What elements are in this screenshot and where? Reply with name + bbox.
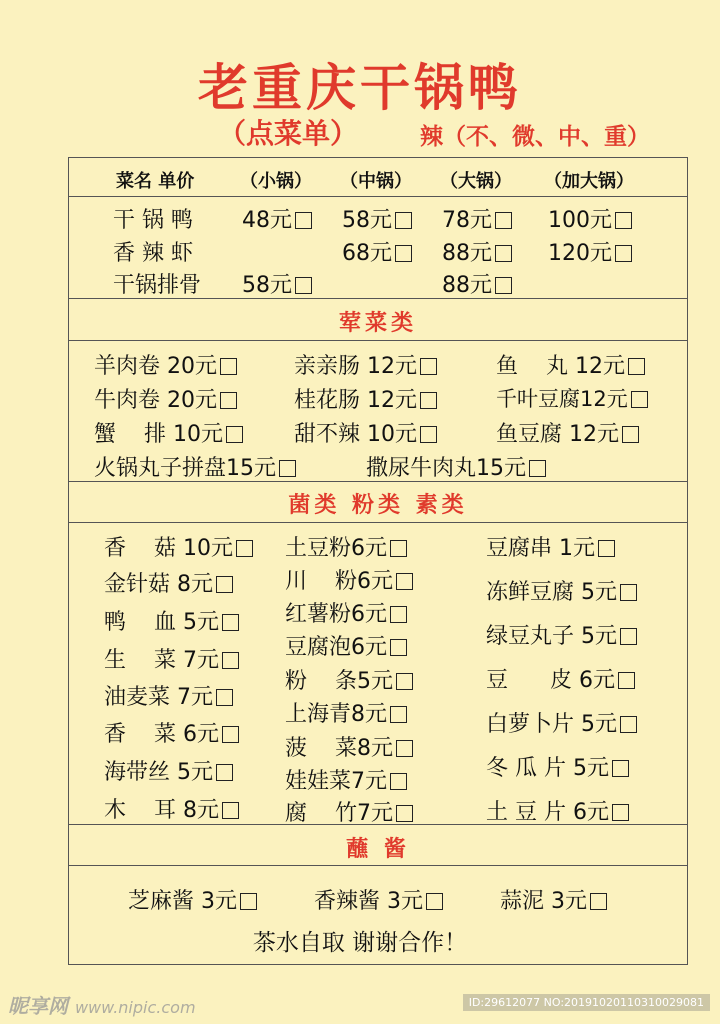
order-checkbox[interactable] <box>620 628 637 645</box>
item-price: 5元 <box>581 580 618 605</box>
item-price: 12元 <box>367 388 418 413</box>
item-price: 8元 <box>351 702 388 727</box>
menu-item <box>294 383 437 414</box>
order-checkbox[interactable] <box>622 426 639 443</box>
menu-item <box>285 531 407 562</box>
item-name: 甜不辣 <box>294 422 361 447</box>
item-price: 10元 <box>172 422 223 447</box>
pot-option-xlarge <box>548 236 632 267</box>
watermark-url: www.nipic.com <box>74 998 196 1017</box>
menu-item <box>104 605 239 636</box>
item-price: 12元 <box>367 354 418 379</box>
header-medium-pot: （中锅） <box>340 171 412 192</box>
order-checkbox[interactable] <box>620 716 637 733</box>
order-checkbox[interactable] <box>240 893 257 910</box>
item-name: 蒜泥 <box>500 889 545 914</box>
divider <box>68 196 688 197</box>
order-checkbox[interactable] <box>279 460 296 477</box>
footer-note: 茶水自取 谢谢合作！ <box>252 930 468 956</box>
item-price: 7元 <box>356 801 393 826</box>
item-price: 6元 <box>573 800 609 825</box>
order-checkbox[interactable] <box>222 726 239 743</box>
item-name: 冬 瓜 片 <box>486 756 566 781</box>
price: 78元 <box>442 208 492 233</box>
menu-item <box>294 417 437 448</box>
order-checkbox[interactable] <box>495 245 512 262</box>
order-checkbox[interactable] <box>216 576 233 593</box>
item-price: 7元 <box>351 769 388 794</box>
item-price: 6元 <box>182 722 219 747</box>
item-name: 白萝卜片 <box>486 712 575 737</box>
item-name: 鱼 丸 <box>496 354 568 379</box>
item-name: 鱼豆腐 <box>496 422 563 447</box>
order-checkbox[interactable] <box>420 358 437 375</box>
order-checkbox[interactable] <box>495 212 512 229</box>
menu-item <box>496 349 645 380</box>
menu-item <box>496 417 639 448</box>
pot-option-xlarge <box>548 203 632 234</box>
item-price: 6元 <box>351 602 388 627</box>
spice-levels: 辣（不、微、中、重） <box>420 124 650 150</box>
order-checkbox[interactable] <box>390 639 407 656</box>
menu-item <box>94 349 237 380</box>
pot-option-large <box>442 236 512 267</box>
menu-item <box>500 884 607 915</box>
item-name: 芝麻酱 <box>128 889 195 914</box>
item-name: 蟹 排 <box>94 422 166 447</box>
item-price: 20元 <box>167 354 218 379</box>
order-checkbox[interactable] <box>236 540 253 557</box>
item-name: 金针菇 <box>104 572 171 597</box>
menu-item <box>366 451 546 482</box>
item-name: 海带丝 <box>104 760 171 785</box>
item-price: 5元 <box>581 712 618 737</box>
item-price: 6元 <box>578 668 615 693</box>
order-checkbox[interactable] <box>220 358 237 375</box>
watermark-logo <box>8 990 196 1019</box>
watermark-brand: 昵享网 <box>8 994 68 1018</box>
item-price: 12元 <box>574 354 625 379</box>
menu-item <box>496 383 648 413</box>
menu-subtitle: （点菜单） <box>218 117 359 150</box>
item-price: 1元 <box>559 536 596 561</box>
item-price: 5元 <box>182 610 219 635</box>
order-checkbox[interactable] <box>495 277 512 294</box>
item-price: 7元 <box>182 648 219 673</box>
item-price: 5元 <box>581 624 618 649</box>
order-checkbox[interactable] <box>396 573 413 590</box>
order-checkbox[interactable] <box>295 277 312 294</box>
item-name: 香 菜 <box>104 722 176 747</box>
item-name: 绿豆丸子 <box>486 624 575 649</box>
divider <box>68 865 688 866</box>
order-checkbox[interactable] <box>396 805 413 822</box>
order-checkbox[interactable] <box>222 802 239 819</box>
menu-item <box>486 575 637 606</box>
section-title-meat: 荤菜类 <box>338 310 417 336</box>
item-price: 5元 <box>573 756 609 781</box>
menu-item <box>285 597 407 628</box>
item-name: 撒尿牛肉丸 <box>366 456 477 481</box>
item-price: 7元 <box>177 685 214 710</box>
item-name: 菠 菜 <box>285 736 357 761</box>
menu-item <box>285 564 413 595</box>
order-checkbox[interactable] <box>222 614 239 631</box>
pot-option-small <box>242 268 312 299</box>
menu-item <box>104 755 233 786</box>
order-checkbox[interactable] <box>390 773 407 790</box>
item-price: 6元 <box>351 635 388 660</box>
menu-item <box>285 796 413 827</box>
section-title-sauce: 蘸 酱 <box>346 836 410 862</box>
order-checkbox[interactable] <box>226 426 243 443</box>
pot-option-large <box>442 203 512 234</box>
menu-item <box>94 451 296 482</box>
item-price: 8元 <box>182 798 219 823</box>
order-checkbox[interactable] <box>628 358 645 375</box>
item-price: 8元 <box>177 572 214 597</box>
order-checkbox[interactable] <box>220 392 237 409</box>
pot-name: 干 锅 鸭 <box>113 208 193 233</box>
item-price: 15元 <box>476 456 527 481</box>
menu-item <box>128 884 257 915</box>
item-price: 10元 <box>367 422 418 447</box>
price: 88元 <box>442 273 492 298</box>
order-checkbox[interactable] <box>615 212 632 229</box>
menu-item <box>94 417 243 448</box>
item-price: 12元 <box>569 422 620 447</box>
pot-option-large <box>442 268 512 299</box>
item-price: 15元 <box>226 456 277 481</box>
item-name: 川 粉 <box>285 569 357 594</box>
order-checkbox[interactable] <box>390 606 407 623</box>
menu-item <box>104 717 239 748</box>
price: 100元 <box>548 208 612 233</box>
item-price: 12元 <box>580 387 628 411</box>
order-checkbox[interactable] <box>395 245 412 262</box>
menu-item <box>486 663 635 694</box>
menu-item <box>486 751 629 782</box>
menu-item <box>104 680 233 711</box>
menu-item <box>104 567 233 598</box>
order-checkbox[interactable] <box>426 893 443 910</box>
item-name: 上海青 <box>285 702 352 727</box>
watermark-id: ID:29612077 NO:20191020110310029081 <box>463 994 710 1011</box>
menu-item <box>486 531 615 562</box>
order-checkbox[interactable] <box>216 764 233 781</box>
header-name-price: 菜名 单价 <box>116 171 195 192</box>
item-price: 5元 <box>356 669 393 694</box>
item-name: 豆腐串 <box>486 536 553 561</box>
item-price: 10元 <box>182 536 233 561</box>
item-name: 香辣酱 <box>314 889 381 914</box>
menu-item <box>285 764 407 795</box>
order-checkbox[interactable] <box>590 893 607 910</box>
item-name: 牛肉卷 <box>94 388 161 413</box>
order-checkbox[interactable] <box>612 760 629 777</box>
order-checkbox[interactable] <box>612 804 629 821</box>
pot-option-medium <box>342 236 412 267</box>
header-large-pot: （大锅） <box>440 171 512 192</box>
item-name: 土豆粉 <box>285 536 352 561</box>
item-name: 千叶豆腐 <box>496 387 580 411</box>
item-name: 鸭 血 <box>104 610 176 635</box>
item-price: 20元 <box>167 388 218 413</box>
order-checkbox[interactable] <box>390 540 407 557</box>
item-name: 香 菇 <box>104 536 176 561</box>
item-name: 桂花肠 <box>294 388 361 413</box>
price: 58元 <box>242 273 292 298</box>
order-checkbox[interactable] <box>529 460 546 477</box>
item-name: 羊肉卷 <box>94 354 161 379</box>
menu-item <box>104 531 253 562</box>
order-checkbox[interactable] <box>295 212 312 229</box>
item-name: 木 耳 <box>104 798 176 823</box>
price: 58元 <box>342 208 392 233</box>
item-name: 红薯粉 <box>285 602 352 627</box>
item-name: 油麦菜 <box>104 685 171 710</box>
item-name: 火锅丸子拼盘 <box>94 456 227 481</box>
pot-option-medium <box>342 203 412 234</box>
item-name: 粉 条 <box>285 669 357 694</box>
item-price: 6元 <box>356 569 393 594</box>
item-name: 豆腐泡 <box>285 635 352 660</box>
divider <box>68 522 688 523</box>
item-name: 土 豆 片 <box>486 800 566 825</box>
order-checkbox[interactable] <box>420 392 437 409</box>
order-checkbox[interactable] <box>420 426 437 443</box>
header-xlarge-pot: （加大锅） <box>544 171 634 192</box>
menu-item <box>486 707 637 738</box>
order-checkbox[interactable] <box>390 706 407 723</box>
pot-option-small <box>242 203 312 234</box>
item-price: 6元 <box>351 536 388 561</box>
menu-item <box>294 349 437 380</box>
menu-item <box>94 383 237 414</box>
order-checkbox[interactable] <box>216 689 233 706</box>
order-checkbox[interactable] <box>396 673 413 690</box>
order-checkbox[interactable] <box>620 584 637 601</box>
item-name: 生 菜 <box>104 648 176 673</box>
order-checkbox[interactable] <box>615 245 632 262</box>
item-price: 3元 <box>201 889 238 914</box>
price: 120元 <box>548 241 612 266</box>
order-checkbox[interactable] <box>222 652 239 669</box>
menu-item <box>285 630 407 661</box>
item-name: 亲亲肠 <box>294 354 361 379</box>
item-name: 腐 竹 <box>285 801 357 826</box>
item-price: 8元 <box>356 736 393 761</box>
order-checkbox[interactable] <box>396 740 413 757</box>
menu-item <box>314 884 443 915</box>
header-small-pot: （小锅） <box>240 171 312 192</box>
item-price: 3元 <box>387 889 424 914</box>
menu-item <box>285 664 413 695</box>
item-name: 豆 皮 <box>486 668 572 693</box>
item-name: 娃娃菜 <box>285 769 352 794</box>
order-checkbox[interactable] <box>631 391 648 408</box>
menu-item <box>285 697 407 728</box>
menu-title: 老重庆干锅鸭 <box>198 59 522 117</box>
price: 88元 <box>442 241 492 266</box>
price: 48元 <box>242 208 292 233</box>
item-name: 冻鲜豆腐 <box>486 580 575 605</box>
section-title-veg: 菌类 粉类 素类 <box>288 492 468 518</box>
pot-name: 香 辣 虾 <box>113 241 193 266</box>
item-price: 3元 <box>551 889 588 914</box>
divider <box>68 340 688 341</box>
item-price: 5元 <box>177 760 214 785</box>
order-checkbox[interactable] <box>598 540 615 557</box>
menu-item <box>285 731 413 762</box>
price: 68元 <box>342 241 392 266</box>
menu-item <box>486 619 637 650</box>
menu-item <box>104 793 239 824</box>
menu-item <box>486 795 629 826</box>
order-checkbox[interactable] <box>395 212 412 229</box>
pot-name: 干锅排骨 <box>113 273 202 298</box>
order-checkbox[interactable] <box>618 672 635 689</box>
menu-item <box>104 643 239 674</box>
